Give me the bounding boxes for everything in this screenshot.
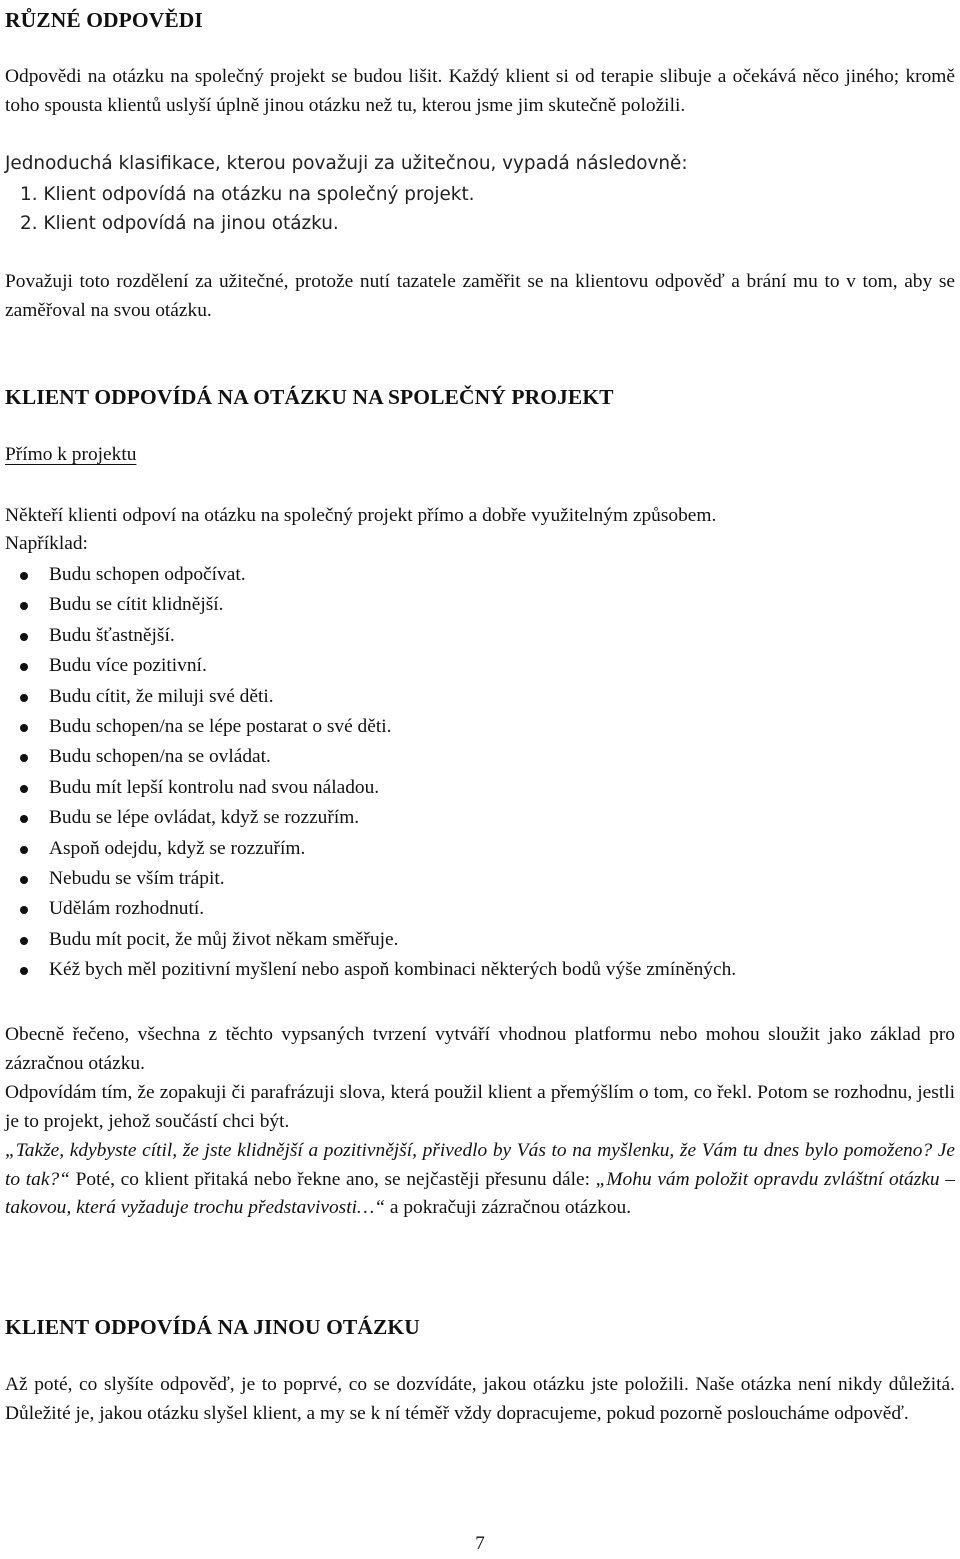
subheading-text: Přímo k projektu [5,444,137,465]
list-item: Budu více pozitivní. [20,651,736,681]
list-item: Aspoň odejdu, když se rozzuřím. [20,834,736,864]
bullet-icon [20,754,28,762]
intro-paragraph-1: Odpovědi na otázku na společný projekt se budou lišit. Každý klient si od terapie slibuje a očekává něco jiného; kromě toho spousta klientů uslyší úplně jinou otázku než tu, kterou jsme jim skutečně položili. [5,66,955,116]
list-item: Budu mít lepší kontrolu nad svou náladou. [20,773,736,803]
bullet-icon [20,663,28,671]
bullet-icon [20,937,28,945]
bullet-icon [20,785,28,793]
classification-item [5,181,475,210]
intro-paragraph-2: Jednoduchá klasifikace, kterou považuji za užitečnou, vypadá následovně: [5,153,688,174]
page-number: 7 [475,1533,485,1554]
paragraph-text: a pokračuji zázračnou otázkou. [385,1197,632,1218]
item-text: Klient odpovídá na jinou otázku. [43,212,339,234]
paragraph-text: Poté, co klient přitaká nebo řekne ano, se nejčastěji přesunu dále: [69,1168,596,1190]
list-item: Budu schopen/na se lépe postarat o své děti. [20,712,736,742]
list-item: Nebudu se vším trápit. [20,864,736,894]
list-item: Budu se lépe ovládat, když se rozzuřím. [20,803,736,833]
list-item: Budu mít pocit, že můj život někam směřuje. [20,925,736,955]
item-number: 1. [20,184,38,205]
list-item: Budu šťastnější. [20,621,736,651]
subheading-direct [5,441,955,470]
bullet-icon [20,906,28,914]
bullet-icon [20,876,28,884]
bullet-icon [20,724,28,732]
section1-paragraph-4 [5,1137,955,1223]
item-text: Klient odpovídá na otázku na společný projekt. [43,184,475,205]
miracle-question-quote: „Mohu vám položit opravdu zvláštní otázku – takovou, která vyžaduje trochu představivosti…“ [5,1168,955,1218]
example-label: Například: [5,533,88,554]
bullet-icon [20,694,28,702]
section2-paragraph-1: Až poté, co slyšíte odpověď, je to poprvé, co se dozvídáte, jakou otázku jste položili. Naše otázka není nikdy důležitá. Důležité je, jakou otázku slyšel klient, a my se k ní téměř vždy dopracujeme, pokud pozorně posloucháme odpověď. [5,1374,955,1424]
list-item: Budu cítit, že miluji své děti. [20,682,736,712]
list-item: Udělám rozhodnutí. [20,894,736,924]
list-item: Budu schopen odpočívat. [20,560,736,590]
page-title: RŮZNÉ ODPOVĚDI [5,8,203,32]
bullet-icon [20,633,28,641]
bullet-icon [20,846,28,854]
list-item: Budu se cítit klidnější. [20,590,736,620]
section-heading-other: KLIENT ODPOVÍDÁ NA JINOU OTÁZKU [5,1315,420,1339]
classification-item [5,210,475,239]
bullet-icon [20,572,28,580]
section-heading-project: KLIENT ODPOVÍDÁ NA OTÁZKU NA SPOLEČNÝ PROJEKT [5,385,614,409]
example-bullet-list [20,560,736,986]
intro-paragraph-3: Považuji toto rozdělení za užitečné, protože nutí tazatele zaměřit se na klientovu odpověď a brání mu to v tom, aby se zaměřoval na svou otázku. [5,271,955,321]
item-number: 2. [20,212,38,234]
classification-list [5,181,475,238]
section1-paragraph-1: Někteří klienti odpoví na otázku na společný projekt přímo a dobře využitelným způsobem. [5,505,717,526]
list-item: Kéž bych měl pozitivní myšlení nebo aspoň kombinaci některých bodů výše zmíněných. [20,955,736,985]
list-item: Budu schopen/na se ovládat. [20,742,736,772]
section1-paragraph-3: Odpovídám tím, že zopakuji či parafrázuji slova, která použil klient a přemýšlím o tom, co řekl. Potom se rozhodnu, jestli je to projekt, jehož součástí chci být. [5,1082,955,1132]
section1-paragraph-2: Obecně řečeno, všechna z těchto vypsaných tvrzení vytváří vhodnou platformu nebo mohou sloužit jako základ pro zázračnou otázku. [5,1024,955,1074]
bullet-icon [20,815,28,823]
question-quote: „Takže, kdybyste cítil, že jste klidnější a pozitivnější, přivedlo by Vás to na myšlenku, že Vám tu dnes bylo pomoženo? Je to tak?“ [5,1140,955,1190]
bullet-icon [20,967,28,975]
bullet-icon [20,602,28,610]
